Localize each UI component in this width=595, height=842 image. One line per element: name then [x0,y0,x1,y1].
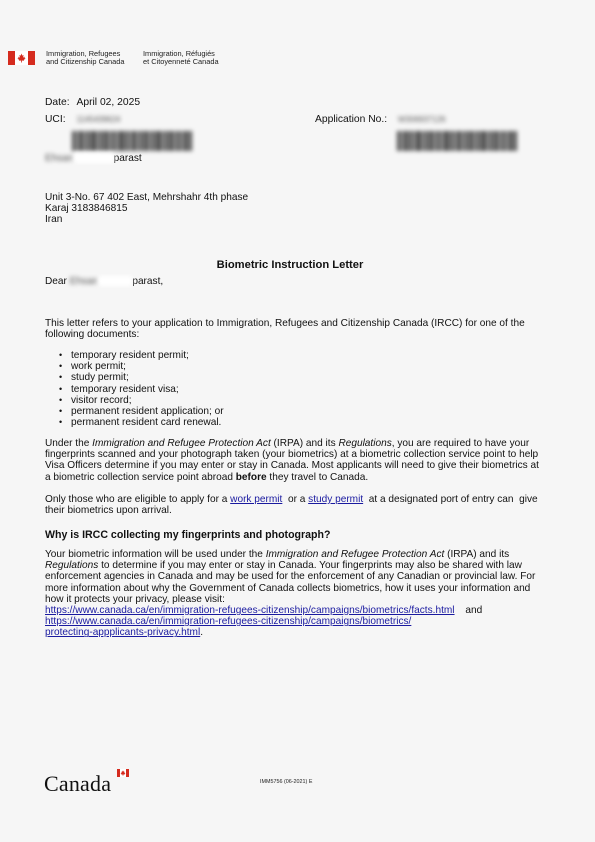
eligibility-line1 [45,494,555,505]
list-item: • permanent resident card renewal. [45,417,224,428]
salutation-name-redacted: Ehsan [69,276,99,287]
canada-wordmark-logo [44,771,111,797]
documents-list [45,350,224,428]
biometric-line5: how it protects your privacy, please visit: [45,593,225,605]
intro-paragraph [45,318,525,340]
dept-en-line1: Immigration, Refugees [46,49,121,58]
application-value: W306937126 [398,115,446,124]
uci-label: UCI: [45,114,66,125]
irpa-line4 [45,472,555,483]
application-label: Application No.: [315,114,388,125]
biometric-text: (IRPA) and its [444,549,510,560]
eligibility-text: at a designated port of entry can give [363,494,538,505]
eligibility-text: Only those who are eligible to apply for a [45,494,231,505]
biometric-line2 [45,560,560,571]
salutation-word: Dear [45,276,67,287]
dept-fr-line2: et Citoyenneté Canada [143,57,219,67]
department-name-en [46,50,124,67]
privacy-link[interactable]: https://www.canada.ca/en/immigration-refugees-citizenship/campaigns/biometrics/ [45,616,412,628]
recipient-name [45,153,142,164]
list-item: • temporary resident visa; [45,384,224,395]
work-permit-link[interactable]: work permit [230,494,283,505]
salutation-name-visible: parast, [132,276,164,287]
eligibility-paragraph [45,494,555,516]
irpa-text: a biometric collection service point abroad [45,471,236,483]
irpa-text: Under the [45,438,93,449]
letter-title: Biometric Instruction Letter [216,259,364,271]
canada-wordmark-text: Canada [44,771,112,796]
biometric-url-line2 [45,616,560,627]
biometric-line4: more information about why the Government of Canada collects biometrics, how it uses your information and [45,582,531,594]
eligibility-text: or a [282,494,309,505]
irpa-text: (IRPA) and its [270,438,339,449]
irpa-line1 [45,438,555,449]
address-line1: Unit 3-No. 67 402 East, Mehrshahr 4th phase [45,192,249,203]
privacy-link-continued[interactable]: protecting-appplicants-privacy.html [45,627,201,639]
intro-line2: following documents: [45,329,140,341]
recipient-address [45,192,248,226]
date-label: Date: [45,97,70,108]
biometric-url-line1 [45,605,560,616]
irpa-before-emphasis: before [235,471,267,483]
recipient-name-redacted: Ehsan [45,153,74,164]
application-row [315,114,446,125]
section-heading: Why is IRCC collecting my fingerprints and photograph? [45,529,331,541]
date-value: April 02, 2025 [76,97,141,108]
form-code: IMM5756 (06-2021) E [260,779,313,785]
irpa-line2: fingerprints scanned and your photograph taken (your biometrics) at a biometric collection service point to help [45,449,539,461]
irpa-regulations: Regulations [338,438,392,449]
biometric-use-paragraph [45,549,560,639]
uci-value: 1145439624 [76,115,121,124]
biometric-line1 [45,549,560,560]
intro-line1: This letter refers to your application to Immigration, Refugees and Citizenship Canada (IRCC) for one of the [45,318,525,329]
study-permit-link[interactable]: study permit [308,494,364,505]
biometrics-facts-link[interactable]: https://www.canada.ca/en/immigration-refugees-citizenship/campaigns/biometrics/facts.html [45,605,455,617]
eligibility-line2: their biometrics upon arrival. [45,505,172,517]
biometric-line3: enforcement agencies in Canada and may be used for the enforcement of any Canadian or provincial law. For [45,571,536,583]
list-item: • temporary resident permit; [45,350,224,361]
list-item: • permanent resident application; or [45,406,224,417]
irpa-regulations: Regulations [45,560,99,572]
address-line2: Karaj 3183846815 [45,203,128,215]
address-line3: Iran [45,214,63,226]
list-item: • work permit; [45,361,224,372]
irpa-line3: Visa Officers determine if you may enter or stay in Canada. Most applicants will need to give their biometrics at [45,460,539,472]
department-name-fr [143,50,219,67]
uci-row [45,114,120,125]
canada-flag-icon [8,51,35,65]
url-end-period: . [200,627,204,639]
dept-fr-line1: Immigration, Réfugiés [143,49,215,58]
url-and-text: and [465,605,483,617]
list-item: • study permit; [45,372,224,383]
biometric-text: to determine if you may enter or stay in Canada. Your fingerprints may also be shared with law [98,560,522,572]
list-item: • visitor record; [45,395,224,406]
irpa-act-name: Immigration and Refugee Protection Act [92,438,271,449]
dept-en-line2: and Citizenship Canada [46,57,125,67]
irpa-paragraph [45,438,555,483]
application-barcode [397,131,535,151]
recipient-name-visible: parast [113,153,142,164]
date-row [45,97,140,108]
biometric-text: Your biometric information will be used under the [45,549,266,560]
irpa-text: they travel to Canada. [266,471,369,483]
irpa-text: , you are required to have your [391,438,530,449]
salutation [45,276,163,287]
biometric-url-line3 [45,627,560,638]
uci-barcode [72,131,210,151]
irpa-act-name: Immigration and Refugee Protection Act [265,549,445,560]
wordmark-flag-icon [117,769,129,777]
